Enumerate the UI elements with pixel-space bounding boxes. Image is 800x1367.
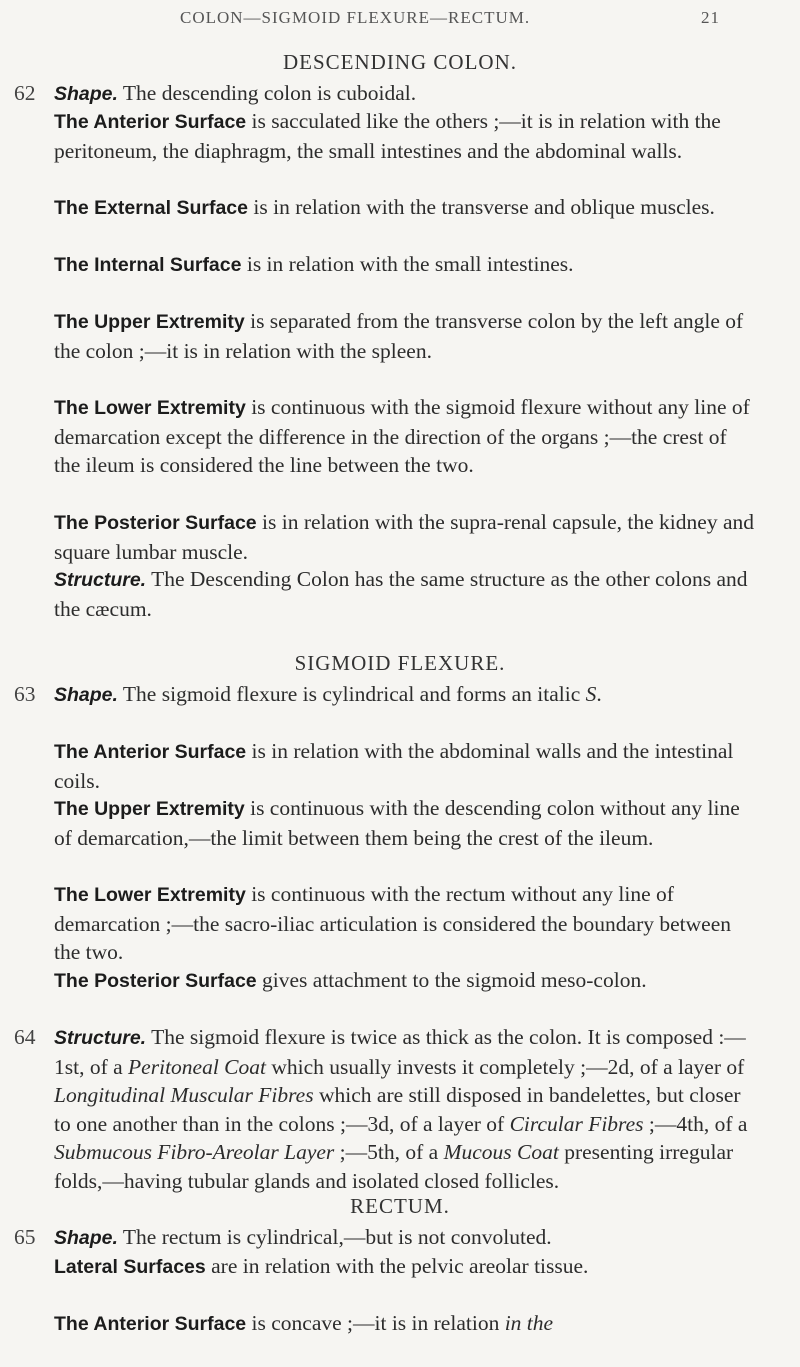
term-heading: The Posterior Surface — [54, 970, 257, 992]
term-heading: The Upper Extremity — [54, 798, 245, 820]
paragraph-sigmoid-shape — [14, 680, 754, 710]
term-heading: The Anterior Surface — [54, 741, 247, 763]
term-heading: Shape. — [54, 83, 118, 105]
term-heading: The Posterior Surface — [54, 512, 257, 534]
paragraph-sigmoid-lower-extremity — [54, 880, 754, 967]
italic-term: Peritoneal Coat — [128, 1054, 266, 1079]
term-heading: The Anterior Surface — [54, 111, 247, 133]
paragraph-text: which usually invests it completely ;—2d, of a layer of — [266, 1054, 745, 1079]
paragraph-text: gives attachment to the sigmoid meso-colon. — [256, 968, 647, 992]
section-heading-descending-colon: DESCENDING COLON. — [283, 50, 517, 74]
paragraph-text: is in relation with the supra-renal capsule, the kidney and square lumbar muscle. — [54, 510, 754, 564]
term-heading: Lateral Surfaces — [54, 1256, 206, 1278]
section-heading-sigmoid-flexure: SIGMOID FLEXURE. — [294, 651, 506, 675]
paragraph-text: is in relation with the transverse and oblique muscles. — [248, 195, 715, 219]
paragraph-number: 64 — [14, 1025, 36, 1049]
paragraph-text: is separated from the transverse colon by the left angle of the colon ;—it is in relation with the spleen. — [54, 309, 744, 363]
paragraph-text: is in relation with the abdominal walls and the intestinal coils. — [54, 739, 734, 793]
paragraph-text: are in relation with the pelvic areolar tissue. — [205, 1254, 589, 1278]
paragraph-descending-shape — [14, 79, 754, 109]
paragraph-text: is in relation with the small intestines. — [241, 252, 574, 276]
paragraph-text: The descending colon is cuboidal. — [117, 81, 417, 105]
paragraph-text: is continuous with the descending colon without any line of demarcation,—the limit between them being the crest of the ileum. — [54, 796, 740, 850]
term-heading: Shape. — [54, 1227, 118, 1249]
paragraph-descending-internal — [54, 250, 754, 280]
paragraph-text: is continuous with the rectum without any line of demarcation ;—the sacro-iliac articulation is considered the boundary between the two. — [54, 882, 731, 965]
term-heading: The Internal Surface — [54, 254, 242, 276]
term-heading: Shape. — [54, 684, 118, 706]
paragraph-text: is sacculated like the others ;—it is in relation with the peritoneum, the diaphragm, the small intestines and the abdominal walls. — [54, 109, 721, 163]
italic-term: Mucous Coat — [443, 1140, 559, 1165]
paragraph-text: is concave ;—it is in relation — [246, 1311, 505, 1335]
paragraph-text: The sigmoid flexure is cylindrical and forms an italic — [117, 682, 586, 706]
paragraph-number: 62 — [14, 81, 36, 105]
paragraph-descending-structure — [54, 565, 754, 623]
paragraph-descending-posterior — [54, 508, 754, 566]
term-heading: Structure. — [54, 1027, 147, 1049]
term-heading: The Lower Extremity — [54, 884, 246, 906]
paragraph-text: The Descending Colon has the same structure as the other colons and the cæcum. — [54, 567, 748, 621]
term-heading: Structure. — [54, 569, 147, 591]
paragraph-text: which are still disposed in bandelettes, but closer to one another than in the colons ;—3d, of a layer of — [54, 1083, 741, 1136]
italic-term: in the — [504, 1311, 554, 1335]
paragraph-text: ;—5th, of a — [334, 1140, 444, 1165]
paragraph-sigmoid-structure — [14, 1023, 754, 1196]
paragraph-rectum-lateral — [54, 1252, 754, 1282]
paragraph-descending-lower-extremity — [54, 393, 754, 480]
running-title: COLON—SIGMOID FLEXURE—RECTUM. — [180, 8, 531, 27]
paragraph-text-end: . — [596, 682, 602, 706]
paragraph-text: ;—4th, of a — [643, 1111, 748, 1136]
paragraph-number: 65 — [14, 1225, 36, 1249]
italic-term: Submucous Fibro-Areolar Layer — [54, 1140, 335, 1165]
term-heading: The Anterior Surface — [54, 1313, 247, 1335]
section-heading-rectum: RECTUM. — [350, 1194, 450, 1218]
term-heading: The External Surface — [54, 197, 248, 219]
paragraph-text: The rectum is cylindrical,—but is not convoluted. — [117, 1225, 552, 1249]
italic-letter: S — [585, 682, 597, 706]
paragraph-rectum-shape — [14, 1223, 754, 1253]
paragraph-text: The sigmoid flexure is twice as thick as the colon. It is composed :—1st, of a — [54, 1025, 746, 1079]
italic-term: Longitudinal Muscular Fibres — [54, 1083, 314, 1108]
term-heading: The Upper Extremity — [54, 311, 245, 333]
paragraph-text: is continuous with the sigmoid flexure without any line of demarcation except the difference in the direction of the organs ;—the crest of the ileum is considered the line between the two. — [54, 395, 750, 478]
italic-term: Circular Fibres — [509, 1111, 644, 1136]
paragraph-sigmoid-upper-extremity — [54, 794, 754, 852]
paragraph-descending-anterior — [54, 107, 754, 165]
paragraph-descending-external — [54, 193, 754, 223]
paragraph-sigmoid-posterior — [54, 966, 754, 996]
paragraph-number: 63 — [14, 682, 36, 706]
page-number: 21 — [701, 8, 720, 27]
paragraph-descending-upper-extremity — [54, 307, 754, 365]
term-heading: The Lower Extremity — [54, 397, 246, 419]
paragraph-text: presenting irregular folds,—having tubular glands and isolated closed follicles. — [54, 1140, 734, 1193]
paragraph-sigmoid-anterior — [54, 737, 754, 795]
paragraph-rectum-anterior — [54, 1309, 754, 1339]
